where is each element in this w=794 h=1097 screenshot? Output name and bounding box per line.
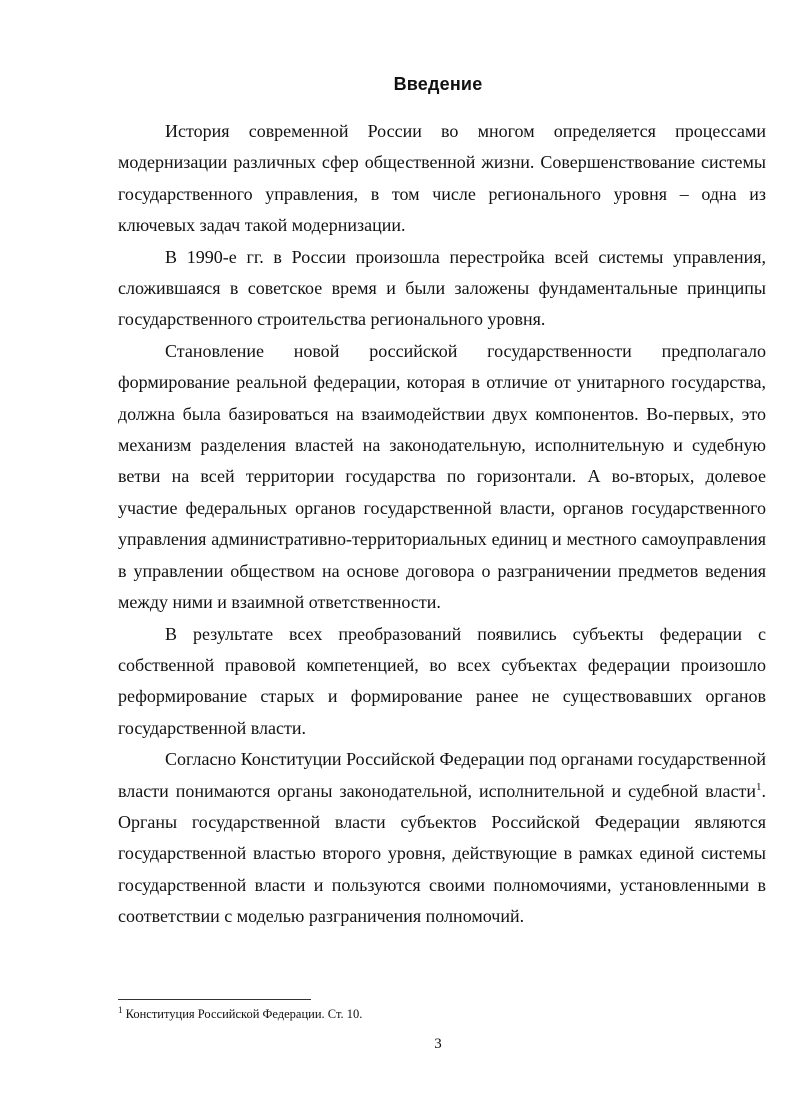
paragraph-5-text-a: Согласно Конституции Российской Федерации под органами государственной власти понимаются органы законодательной, исполнительной и судебной власти — [118, 749, 766, 801]
footnote-mark: 1 — [118, 1004, 123, 1015]
paragraph-4: В результате всех преобразований появились субъекты федерации с собственной правовой компетенцией, во всех субъектах федерации произошло реформирование старых и формирование ранее не существовавших органов государственной власти. — [118, 623, 766, 738]
paragraph-5 — [118, 744, 766, 932]
paragraph-5-text-b: . Органы государственной власти субъектов Российской Федерации являются государственной властью второго уровня, действующие в рамках единой системы государственной власти и пользуются своими полномочиями, установленными в соответствии с моделью разграничения полномочий. — [118, 780, 766, 927]
footnote-text: Конституция Российской Федерации. Ст. 10. — [122, 1007, 363, 1021]
page-title: Введение — [393, 74, 483, 94]
footnote-reference: 1 — [756, 780, 762, 793]
page-number: 3 — [434, 1036, 442, 1052]
body-text — [118, 116, 766, 933]
footnote — [118, 1006, 758, 1022]
footnote-divider — [118, 999, 311, 1000]
paragraph-3: Становление новой российской государственности предполагало формирование реальной федерации, которая в отличие от унитарного государства, должна была базироваться на взаимодействии двух компонентов. Во-первых, это механизм разделения властей на законодательную, исполнительную и судебную ветви на всей территории государства по горизонтали. А во-вторых, долевое участие федеральных органов государственной власти, органов государственного управления административно-территориальных единиц и местного самоуправления в управлении обществом на основе договора о разграничении предметов ведения между ними и взаимной ответственности. — [118, 340, 766, 613]
paragraph-2: В 1990-е гг. в России произошла перестройка всей системы управления, сложившаяся в советское время и были заложены фундаментальные принципы государственного строительства регионального уровня. — [118, 246, 766, 330]
paragraph-1: История современной России во многом определяется процессами модернизации различных сфер общественной жизни. Совершенствование системы государственного управления, в том числе регионального уровня – одна из ключевых задач такой модернизации. — [118, 121, 766, 236]
